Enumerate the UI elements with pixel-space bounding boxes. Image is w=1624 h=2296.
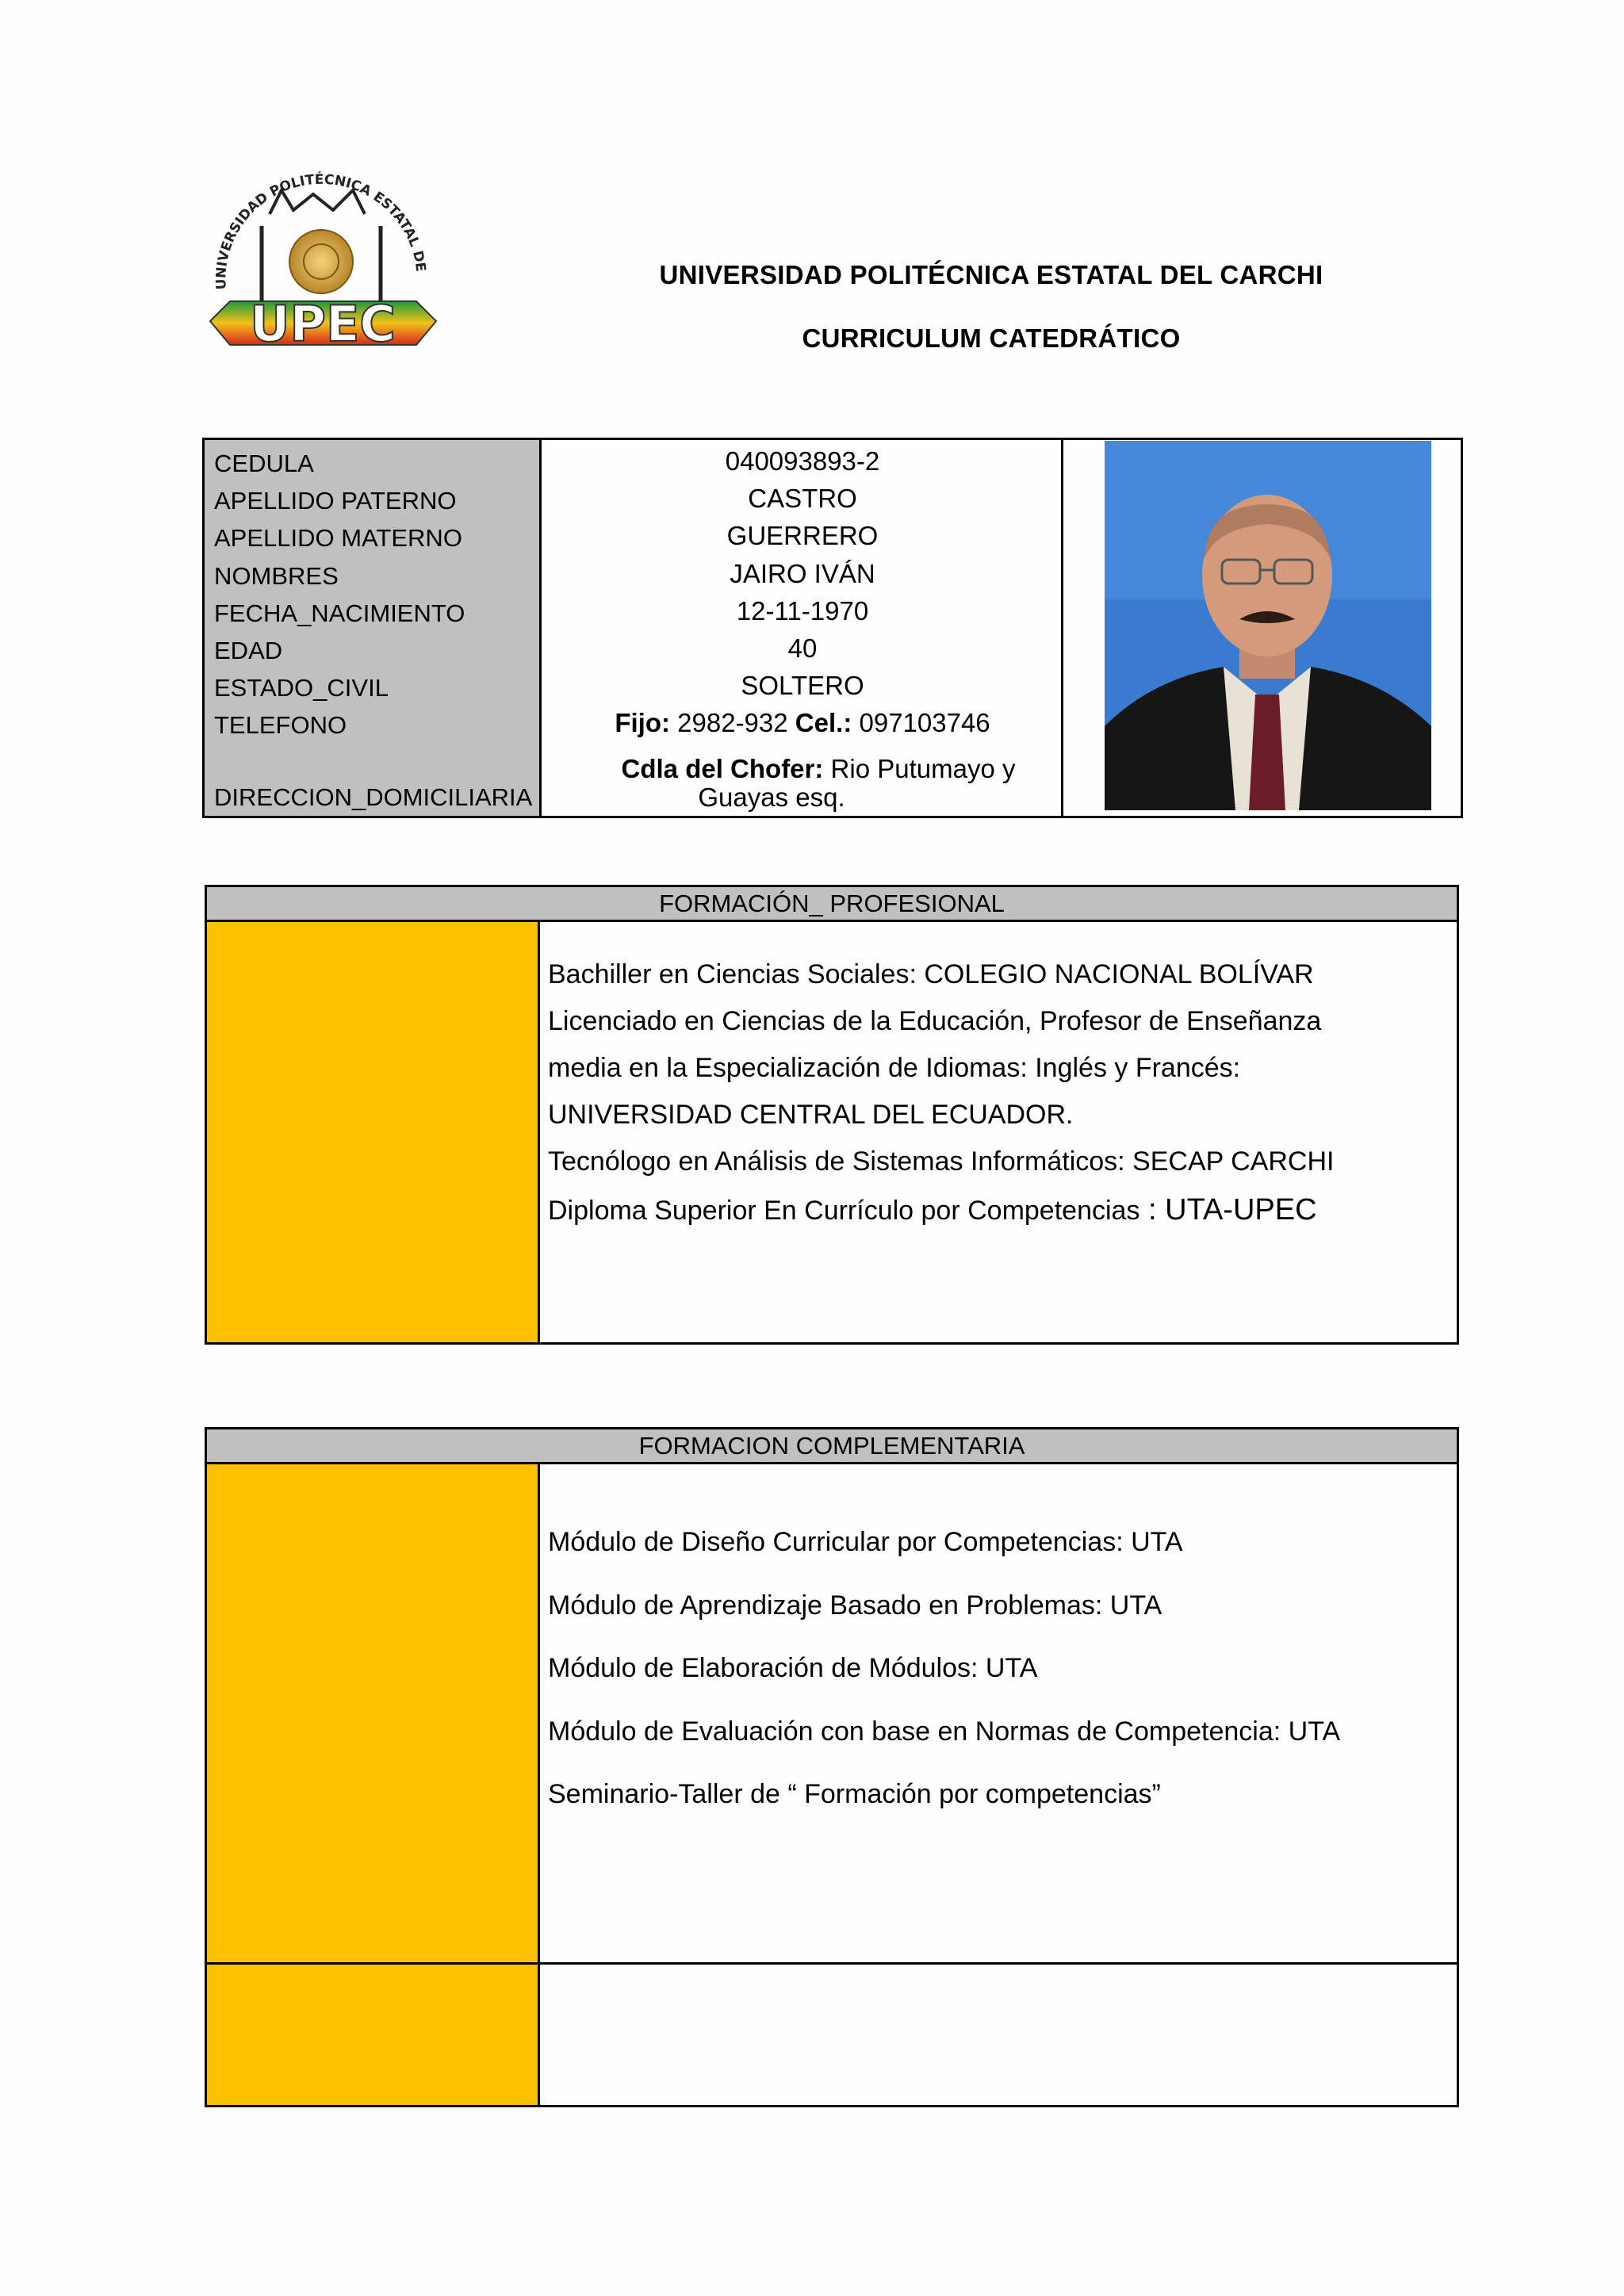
- document-title: CURRICULUM CATEDRÁTICO: [802, 323, 1181, 353]
- label-fecha-nacimiento: FECHA_NACIMIENTO: [214, 599, 465, 627]
- value-fecha-nacimiento: 12-11-1970: [736, 596, 869, 626]
- formacion-line-last-suffix: : UTA-UPEC: [1139, 1193, 1317, 1226]
- telefono-fijo-label: Fijo:: [615, 708, 670, 737]
- formacion-line: Tecnólogo en Análisis de Sistemas Informáticos: SECAP CARCHI: [548, 1146, 1335, 1177]
- formacion-complementaria-title: FORMACION COMPLEMENTARIA: [207, 1429, 1457, 1464]
- label-cedula: CEDULA: [214, 450, 314, 477]
- personal-labels-column: [205, 440, 542, 816]
- label-direccion: DIRECCION_DOMICILIARIA: [214, 783, 533, 811]
- telefono-cel: 097103746: [859, 708, 990, 737]
- value-estado-civil: SOLTERO: [741, 671, 864, 700]
- direccion-line1: Rio Putumayo y: [830, 754, 1016, 783]
- personal-values-column: [542, 440, 1063, 816]
- formacion-profesional-title: FORMACIÓN_ PROFESIONAL: [207, 887, 1457, 922]
- label-apellido-materno: APELLIDO MATERNO: [214, 524, 462, 552]
- logo-ring-text: UNIVERSIDAD POLITÉCNICA ESTATAL DE: [213, 171, 429, 290]
- label-nombres: NOMBRES: [214, 562, 339, 590]
- profile-photo: [1105, 441, 1431, 810]
- complementaria-line: Seminario-Taller de “ Formación por competencias”: [548, 1779, 1161, 1809]
- university-title: UNIVERSIDAD POLITÉCNICA ESTATAL DEL CARCHI: [659, 260, 1323, 289]
- formacion-line-last-text: Diploma Superior En Currículo por Competencias: [548, 1196, 1140, 1226]
- complementaria-line: Módulo de Diseño Curricular por Competencias: UTA: [548, 1527, 1183, 1557]
- value-direccion-line1: [557, 754, 1079, 784]
- formacion-profesional-table: [205, 885, 1459, 1345]
- complementaria-line: Módulo de Aprendizaje Basado en Problemas: UTA: [548, 1590, 1162, 1621]
- value-apellido-paterno: CASTRO: [748, 484, 857, 513]
- formacion-complementaria-side-cell: [207, 1464, 540, 2105]
- label-apellido-paterno: APELLIDO PATERNO: [214, 487, 457, 515]
- formacion-line: media en la Especialización de Idiomas: Inglés y Francés:: [548, 1053, 1241, 1083]
- telefono-cel-label: Cel.:: [795, 708, 852, 737]
- complementaria-row-divider: [207, 1962, 1457, 1965]
- upec-logo: [194, 151, 452, 388]
- telefono-fijo: 2982-932: [677, 708, 788, 737]
- value-telefono: [542, 708, 1063, 738]
- formacion-complementaria-table: [205, 1427, 1459, 2107]
- formacion-line: Bachiller en Ciencias Sociales: COLEGIO NACIONAL BOLÍVAR: [548, 959, 1314, 989]
- label-edad: EDAD: [214, 637, 283, 664]
- label-estado-civil: ESTADO_CIVIL: [214, 674, 389, 702]
- formacion-profesional-side-cell: [207, 922, 540, 1342]
- value-edad: 40: [787, 633, 818, 663]
- direccion-label: Cdla del Chofer:: [621, 754, 824, 783]
- formacion-line: Licenciado en Ciencias de la Educación, Profesor de Enseñanza: [548, 1006, 1322, 1036]
- upec-logo-graphic: [194, 151, 452, 388]
- value-apellido-materno: GUERRERO: [726, 521, 879, 550]
- logo-banner-text: UPEC: [250, 295, 396, 353]
- formacion-line-last: [548, 1194, 1317, 1226]
- formacion-line: UNIVERSIDAD CENTRAL DEL ECUADOR.: [548, 1100, 1074, 1130]
- value-cedula: 040093893-2: [725, 446, 880, 476]
- profile-photo-graphic: [1105, 441, 1431, 810]
- value-direccion-line2: Guayas esq.: [698, 783, 845, 812]
- complementaria-line: Módulo de Elaboración de Módulos: UTA: [548, 1653, 1038, 1683]
- value-nombres: JAIRO IVÁN: [730, 559, 875, 588]
- label-telefono: TELEFONO: [214, 711, 347, 739]
- complementaria-line: Módulo de Evaluación con base en Normas de Competencia: UTA: [548, 1716, 1341, 1747]
